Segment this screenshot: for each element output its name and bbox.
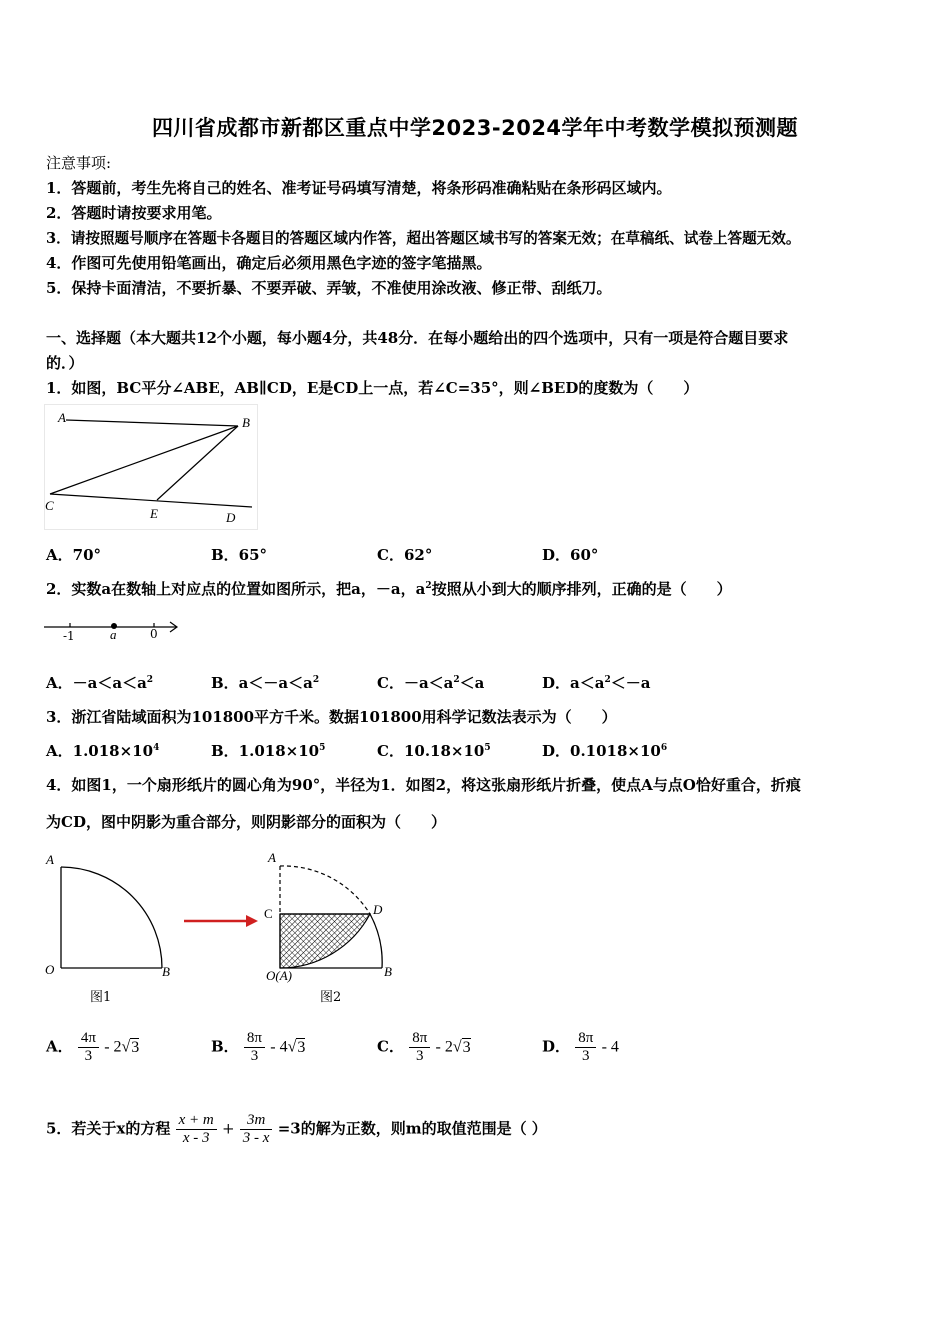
fig1-label-a: A bbox=[46, 852, 54, 867]
q4-option-b: B． $\frac{8\pi}{3}$ - 4√3 bbox=[211, 1030, 306, 1064]
fig2-label-a: A bbox=[268, 850, 276, 865]
q1-option-c: C．62° bbox=[377, 546, 433, 564]
question-4-text: 4．如图1，一个扇形纸片的圆心角为90°，半径为1．如图2，将这张扇形纸片折叠，使点A与点O恰好重合，折痕 bbox=[46, 776, 801, 794]
section-heading: 一、选择题（本大题共12个小题，每小题4分，共48分．在每小题给出的四个选项中，只有一项是符合题目要求 bbox=[46, 329, 789, 347]
q2-option-d: D．$a<a^2<-a$ bbox=[542, 674, 651, 692]
number-line-zero: 0 bbox=[150, 627, 158, 641]
q4-option-c: C． $\frac{8\pi}{3}$ - 2√3 bbox=[377, 1030, 471, 1064]
fig2-label-d: D bbox=[373, 902, 383, 917]
question-5-text: 5．若关于x的方程 $\frac{x + m}{x - 3}$ + $\frac{3m}{3 - x}$ =3的解为正数，则m的取值范围是（ ） bbox=[46, 1112, 547, 1146]
q3-option-a: A．$1.018\times 10^4$ bbox=[46, 742, 160, 760]
fig1-caption: 图1 bbox=[90, 990, 112, 1005]
point-label-e: E bbox=[150, 506, 158, 521]
fig2-caption: 图2 bbox=[320, 990, 342, 1005]
notes-heading: 注意事项: bbox=[46, 154, 112, 172]
page-title: 四川省成都市新都区重点中学2023-2024学年中考数学模拟预测题 bbox=[151, 116, 799, 140]
q1-option-b: B．65° bbox=[211, 546, 268, 564]
note-item: 5．保持卡面清洁，不要折暴、不要弄破、弄皱，不准使用涂改液、修正带、刮纸刀。 bbox=[46, 279, 612, 297]
fig1-label-o: O bbox=[45, 962, 55, 977]
q3-option-c: C．$10.18\times 10^5$ bbox=[377, 742, 491, 760]
question-4-text-cont: 为CD，图中阴影为重合部分，则阴影部分的面积为（ ） bbox=[46, 813, 446, 831]
q1-option-a: A．70° bbox=[46, 546, 102, 564]
point-label-d: D bbox=[226, 510, 236, 525]
note-item: 3．请按照题号顺序在答题卡各题目的答题区域内作答，超出答题区域书写的答案无效；在草稿纸、试卷上答题无效。 bbox=[46, 230, 801, 247]
q1-option-d: D．60° bbox=[542, 546, 599, 564]
q4-option-a: A． $\frac{4\pi}{3}$ - 2√3 bbox=[46, 1030, 140, 1064]
point-label-c: C bbox=[45, 498, 54, 513]
q2-option-b: B．$a<-a<a^2$ bbox=[211, 674, 320, 692]
question-2-text: 2．实数a在数轴上对应点的位置如图所示，把a，－a，$a^2$按照从小到大的顺序排列，正确的是（ ） bbox=[46, 580, 732, 598]
section-heading-cont: 的．） bbox=[46, 354, 84, 372]
q4-option-d: D． $\frac{8\pi}{3}$ - 4 bbox=[542, 1030, 619, 1064]
fig2-label-b: B bbox=[384, 964, 392, 979]
fig2-label-oa: O(A) bbox=[266, 968, 292, 983]
question-3-text: 3．浙江省陆域面积为101800平方千米。数据101800用科学记数法表示为（ ） bbox=[46, 708, 617, 726]
note-item: 2．答题时请按要求用笔。 bbox=[46, 204, 222, 222]
q3-option-b: B．$1.018\times 10^5$ bbox=[211, 742, 326, 760]
question-4-figures bbox=[40, 848, 410, 1008]
number-line-minus-one: -1 bbox=[63, 629, 75, 643]
question-1-text: 1．如图，BC平分∠ABE，AB∥CD，E是CD上一点，若∠C=35°，则∠BED的度数为（ ） bbox=[46, 379, 699, 397]
fig2-label-c: C bbox=[264, 906, 273, 921]
point-label-b: B bbox=[242, 415, 250, 430]
note-item: 1．答题前，考生先将自己的姓名、准考证号码填写清楚，将条形码准确粘贴在条形码区域内。 bbox=[46, 179, 672, 197]
fig1-label-b: B bbox=[162, 964, 170, 979]
q2-option-c: C．$-a<a^2<a$ bbox=[377, 674, 485, 692]
point-label-a: A bbox=[58, 410, 66, 425]
q2-option-a: A．$-a<a<a^2$ bbox=[46, 674, 154, 692]
q3-option-d: D．$0.1018\times 10^6$ bbox=[542, 742, 668, 760]
number-line-a: a bbox=[110, 627, 117, 642]
note-item: 4．作图可先使用铅笔画出，确定后必须用黑色字迹的签字笔描黑。 bbox=[46, 254, 492, 272]
